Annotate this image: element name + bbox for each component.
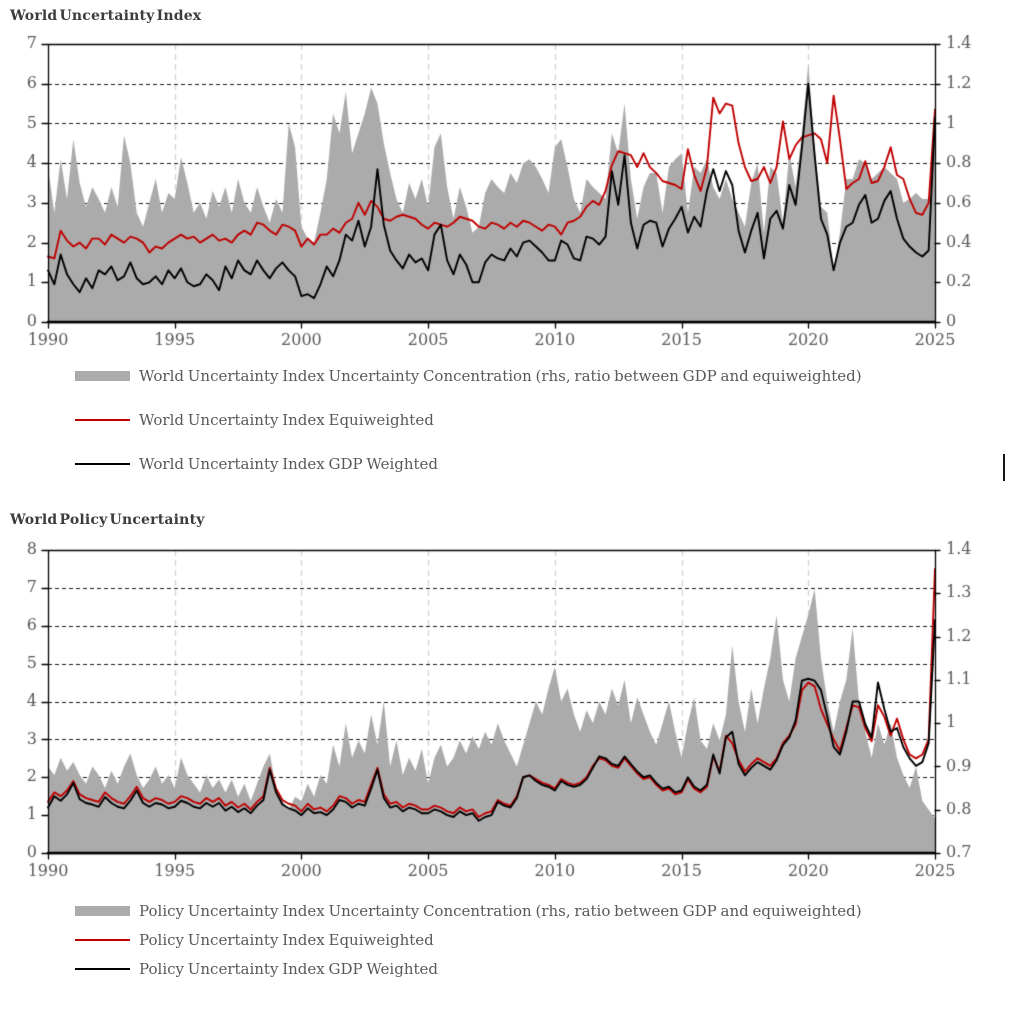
wui-legend-item-concentration — [0, 366, 862, 386]
legend-label: Policy Uncertainty Index GDP Weighted — [139, 960, 439, 978]
legend-label: World Uncertainty Index Uncertainty Concentration (rhs, ratio between GDP and equiweighted) — [139, 367, 862, 385]
legend-label: World Uncertainty Index Equiweighted — [139, 411, 434, 429]
wui-chart-title: World Uncertainty Index — [10, 8, 202, 24]
policy-legend-item-concentration — [0, 901, 862, 921]
wui-chart-canvas — [0, 30, 1024, 360]
legend-label: World Uncertainty Index GDP Weighted — [139, 455, 439, 473]
wui-legend-item-equiweighted — [0, 410, 434, 430]
cursor-mark — [1003, 454, 1005, 481]
legend-label: Policy Uncertainty Index Equiweighted — [139, 931, 434, 949]
black-line-swatch-icon — [75, 463, 130, 466]
red-line-swatch-icon — [75, 939, 130, 942]
wui-legend-item-gdp-weighted — [0, 454, 438, 474]
policy-legend-item-gdp-weighted — [0, 959, 438, 979]
policy-chart-title: World Policy Uncertainty — [10, 512, 205, 528]
policy-legend-item-equiweighted — [0, 930, 434, 950]
policy-chart-canvas — [0, 535, 1024, 880]
gray-area-swatch-icon — [75, 371, 130, 381]
black-line-swatch-icon — [75, 968, 130, 971]
red-line-swatch-icon — [75, 419, 130, 422]
gray-area-swatch-icon — [75, 906, 130, 916]
legend-label: Policy Uncertainty Index Uncertainty Concentration (rhs, ratio between GDP and equiweighted) — [139, 902, 862, 920]
